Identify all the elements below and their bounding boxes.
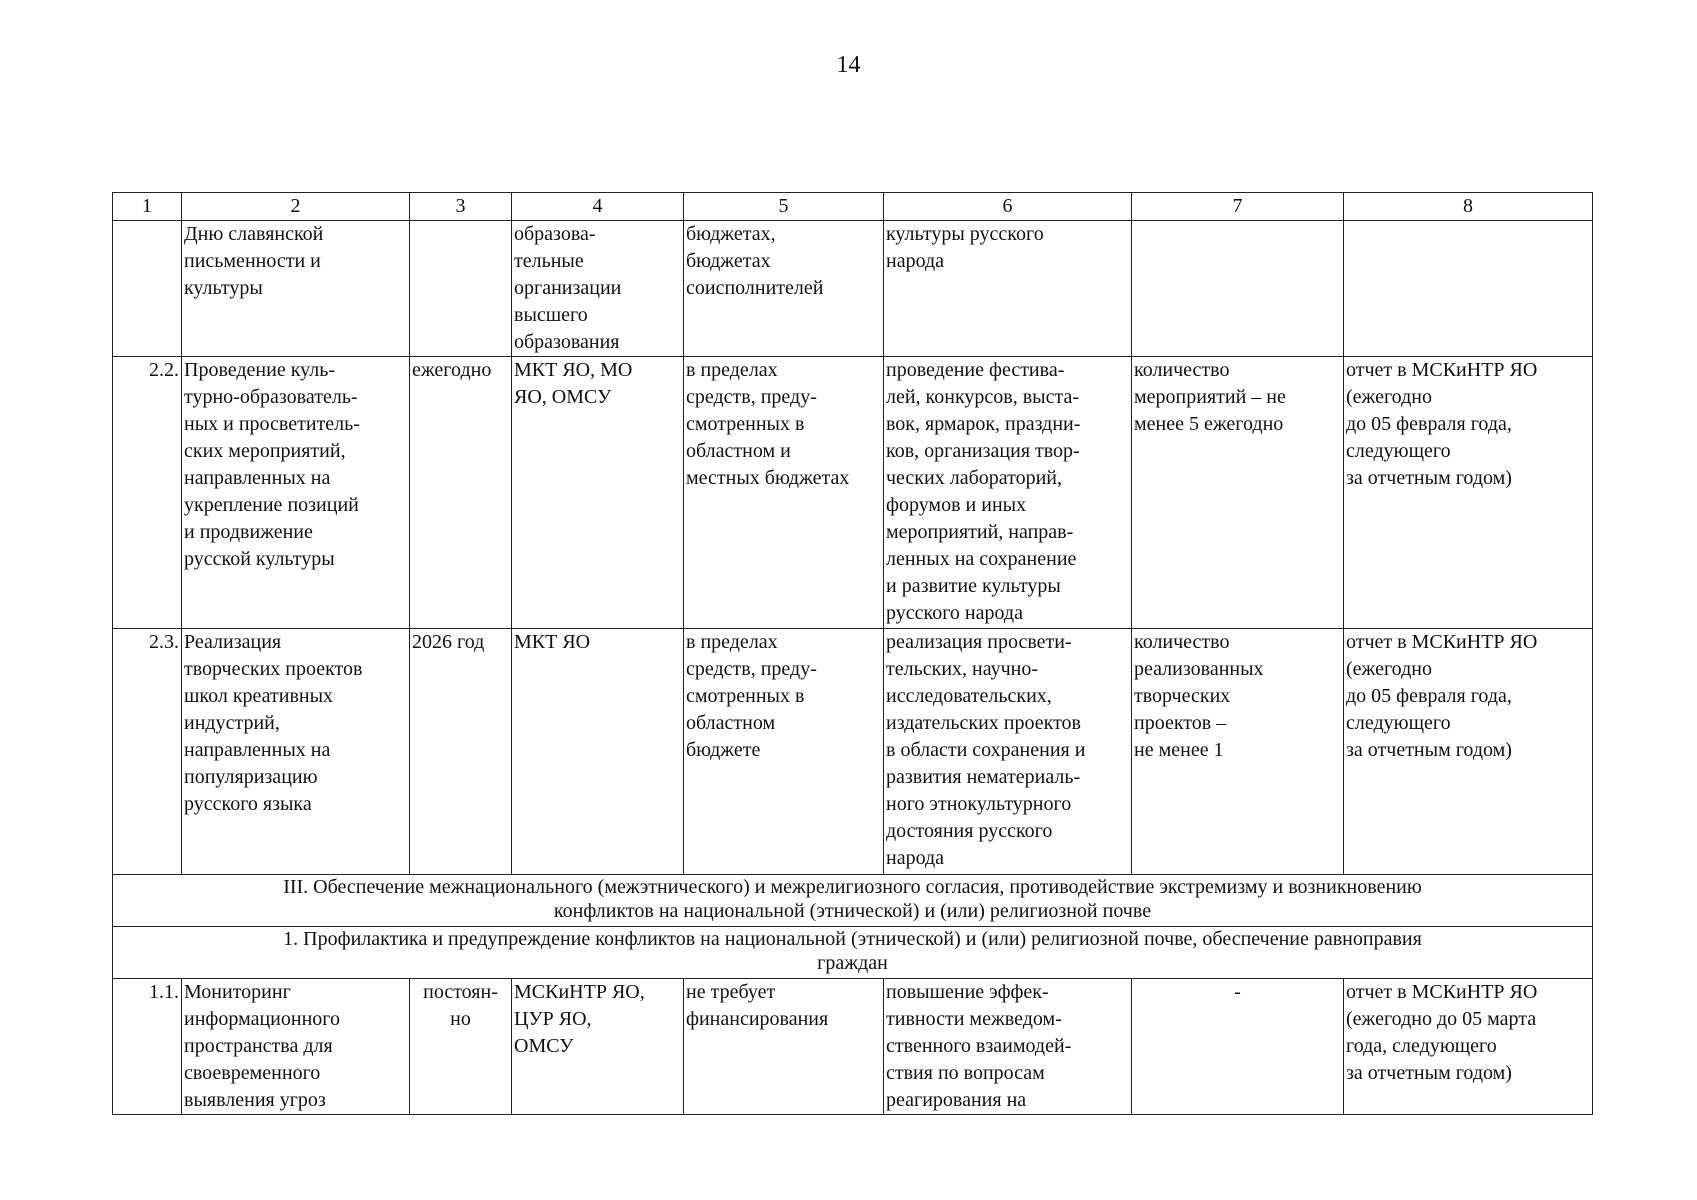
cell-text-line: достояния русского	[886, 820, 1053, 842]
cell-text-line: культуры	[184, 277, 263, 299]
cell-text-line: ЦУР ЯО,	[514, 1008, 592, 1030]
cell-text-line: письменности и	[184, 250, 321, 272]
section-row	[113, 875, 1593, 927]
cell-text-line: творческих	[1134, 685, 1231, 707]
report-cell	[1344, 221, 1593, 357]
indicator-cell	[1132, 979, 1344, 1115]
cell-text-line: проведение фестива-	[886, 359, 1065, 381]
cell-text-line: областном и	[686, 440, 791, 462]
cell-text-line: но	[450, 1008, 471, 1030]
cell-text-line: издательских проектов	[886, 712, 1081, 734]
row-number	[113, 221, 182, 357]
table-row	[113, 357, 1593, 629]
column-header: 6	[884, 193, 1132, 221]
deadline-cell	[410, 979, 512, 1115]
funding-cell	[684, 221, 884, 357]
cell-text-line: III. Обеспечение межнационального (межэтнического) и межрелигиозного согласия, противодействие экстремизму и возникновению	[283, 876, 1422, 898]
cell-text-line: ленных на сохранение	[886, 548, 1077, 570]
cell-text-line: реализация просвети-	[886, 631, 1072, 653]
cell-text-line: 2026 год	[412, 631, 485, 653]
deadline-cell	[410, 629, 512, 875]
cell-text-line: ОМСУ	[514, 1035, 574, 1057]
cell-text-line: 1. Профилактика и предупреждение конфликтов на национальной (этнической) и (или) религиозной почве, обеспечение равноправия	[283, 928, 1422, 950]
cell-text-line: финансирования	[686, 1008, 829, 1030]
table-row	[113, 979, 1593, 1115]
cell-text-line: до 05 февраля года,	[1346, 685, 1512, 707]
page-number: 14	[836, 52, 861, 78]
funding-cell	[684, 357, 884, 629]
cell-text-line: следующего	[1346, 440, 1451, 462]
cell-text-line: в области сохранения и	[886, 739, 1086, 761]
column-header: 8	[1344, 193, 1593, 221]
cell-text-line: образования	[514, 331, 620, 353]
cell-text-line: индустрий,	[184, 712, 280, 734]
column-header: 4	[512, 193, 684, 221]
cell-text-line: исследовательских,	[886, 685, 1052, 707]
cell-text-line: повышение эффек-	[886, 981, 1049, 1003]
indicator-cell	[1132, 357, 1344, 629]
cell-text-line: количество	[1134, 631, 1230, 653]
cell-text-line: -	[1234, 981, 1241, 1003]
cell-text-line: школ креативных	[184, 685, 334, 707]
cell-text-line: творческих проектов	[184, 658, 363, 680]
cell-text-line: не менее 1	[1134, 739, 1224, 761]
cell-text-line: местных бюджетах	[686, 467, 850, 489]
cell-text-line: организации	[514, 277, 622, 299]
cell-text-line: граждан	[817, 952, 888, 974]
cell-text-line: информационного	[184, 1008, 340, 1030]
cell-text-line: (ежегодно	[1346, 658, 1432, 680]
cell-text-line: отчет в МСКиНТР ЯО	[1346, 631, 1538, 653]
subsection-heading	[113, 927, 1593, 979]
cell-text-line: направленных на	[184, 739, 331, 761]
indicator-cell	[1132, 629, 1344, 875]
plan-table	[112, 192, 1593, 1115]
cell-text-line: конфликтов на национальной (этнической) и (или) религиозной почве	[553, 900, 1152, 922]
deadline-cell	[410, 221, 512, 357]
deadline-cell	[410, 357, 512, 629]
funding-cell	[684, 979, 884, 1115]
cell-text-line: выявления угроз	[184, 1089, 326, 1111]
cell-text-line: народа	[886, 847, 945, 869]
result-cell	[884, 357, 1132, 629]
cell-text-line: менее 5 ежегодно	[1134, 413, 1284, 435]
measure-cell	[182, 221, 410, 357]
report-cell	[1344, 357, 1593, 629]
row-number: 1.1.	[113, 979, 182, 1115]
cell-text-line: пространства для	[184, 1035, 333, 1057]
cell-text-line: ЯО, ОМСУ	[514, 386, 612, 408]
cell-text-line: реализованных	[1134, 658, 1264, 680]
cell-text-line: отчет в МСКиНТР ЯО	[1346, 359, 1538, 381]
cell-text-line: Проведение куль-	[184, 359, 336, 381]
cell-text-line: русского народа	[886, 602, 1023, 624]
cell-text-line: следующего	[1346, 712, 1451, 734]
cell-text-line: областном	[686, 712, 776, 734]
cell-text-line: культуры русского	[886, 223, 1044, 245]
table-row	[113, 221, 1593, 357]
row-number: 2.2.	[113, 357, 182, 629]
cell-text-line: форумов и иных	[886, 494, 1027, 516]
cell-text-line: проектов –	[1134, 712, 1227, 734]
cell-text-line: МКТ ЯО, МО	[514, 359, 633, 381]
cell-text-line: вок, ярмарок, праздни-	[886, 413, 1081, 435]
cell-text-line: высшего	[514, 304, 588, 326]
funding-cell	[684, 629, 884, 875]
report-cell	[1344, 629, 1593, 875]
cell-text-line: бюджете	[686, 739, 761, 761]
cell-text-line: до 05 февраля года,	[1346, 413, 1512, 435]
row-number: 2.3.	[113, 629, 182, 875]
executor-cell	[512, 357, 684, 629]
cell-text-line: образова-	[514, 223, 596, 245]
cell-text-line: мероприятий – не	[1134, 386, 1286, 408]
cell-text-line: отчет в МСКиНТР ЯО	[1346, 981, 1538, 1003]
cell-text-line: ских мероприятий,	[184, 440, 346, 462]
cell-text-line: тивности межведом-	[886, 1008, 1062, 1030]
cell-text-line: соисполнителей	[686, 277, 824, 299]
cell-text-line: средств, преду-	[686, 658, 817, 680]
cell-text-line: популяризацию	[184, 766, 318, 788]
executor-cell	[512, 221, 684, 357]
cell-text-line: развития нематериаль-	[886, 766, 1081, 788]
column-header: 1	[113, 193, 182, 221]
result-cell	[884, 221, 1132, 357]
cell-text-line: года, следующего	[1346, 1035, 1497, 1057]
cell-text-line: бюджетах	[686, 250, 771, 272]
cell-text-line: ного этнокультурного	[886, 793, 1072, 815]
cell-text-line: количество	[1134, 359, 1230, 381]
cell-text-line: укрепление позиций	[184, 494, 359, 516]
table-row	[113, 629, 1593, 875]
column-header: 5	[684, 193, 884, 221]
cell-text-line: направленных на	[184, 467, 331, 489]
cell-text-line: бюджетах,	[686, 223, 776, 245]
column-header: 3	[410, 193, 512, 221]
cell-text-line: постоян-	[423, 981, 498, 1003]
cell-text-line: смотренных в	[686, 685, 805, 707]
cell-text-line: своевременного	[184, 1062, 321, 1084]
cell-text-line: Реализация	[184, 631, 282, 653]
cell-text-line: за отчетным годом)	[1346, 467, 1512, 489]
cell-text-line: лей, конкурсов, выста-	[886, 386, 1079, 408]
section-heading	[113, 875, 1593, 927]
measure-cell	[182, 629, 410, 875]
cell-text-line: турно-образователь-	[184, 386, 358, 408]
cell-text-line: (ежегодно до 05 марта	[1346, 1008, 1537, 1030]
executor-cell	[512, 979, 684, 1115]
cell-text-line: и развитие культуры	[886, 575, 1061, 597]
measure-cell	[182, 357, 410, 629]
cell-text-line: ствия по вопросам	[886, 1062, 1045, 1084]
cell-text-line: средств, преду-	[686, 386, 817, 408]
cell-text-line: (ежегодно	[1346, 386, 1432, 408]
indicator-cell	[1132, 221, 1344, 357]
measure-cell	[182, 979, 410, 1115]
cell-text-line: ных и просветитель-	[184, 413, 360, 435]
cell-text-line: и продвижение	[184, 521, 313, 543]
report-cell	[1344, 979, 1593, 1115]
cell-text-line: мероприятий, направ-	[886, 521, 1074, 543]
cell-text-line: ежегодно	[412, 359, 492, 381]
cell-text-line: МСКиНТР ЯО,	[514, 981, 645, 1003]
cell-text-line: за отчетным годом)	[1346, 1062, 1512, 1084]
cell-text-line: реагирования на	[886, 1089, 1027, 1111]
cell-text-line: за отчетным годом)	[1346, 739, 1512, 761]
cell-text-line: в пределах	[686, 631, 778, 653]
cell-text-line: ков, организация твор-	[886, 440, 1080, 462]
result-cell	[884, 979, 1132, 1115]
cell-text-line: ственного взаимодей-	[886, 1035, 1072, 1057]
cell-text-line: тельные	[514, 250, 584, 272]
cell-text-line: русского языка	[184, 793, 312, 815]
subsection-row	[113, 927, 1593, 979]
cell-text-line: Мониторинг	[184, 981, 291, 1003]
header-row	[113, 193, 1593, 221]
cell-text-line: русской культуры	[184, 548, 335, 570]
cell-text-line: Дню славянской	[184, 223, 324, 245]
cell-text-line: тельских, научно-	[886, 658, 1039, 680]
cell-text-line: смотренных в	[686, 413, 805, 435]
column-header: 2	[182, 193, 410, 221]
cell-text-line: не требует	[686, 981, 776, 1003]
cell-text-line: народа	[886, 250, 945, 272]
executor-cell	[512, 629, 684, 875]
result-cell	[884, 629, 1132, 875]
cell-text-line: ческих лабораторий,	[886, 467, 1063, 489]
cell-text-line: в пределах	[686, 359, 778, 381]
cell-text-line: МКТ ЯО	[514, 631, 591, 653]
column-header: 7	[1132, 193, 1344, 221]
